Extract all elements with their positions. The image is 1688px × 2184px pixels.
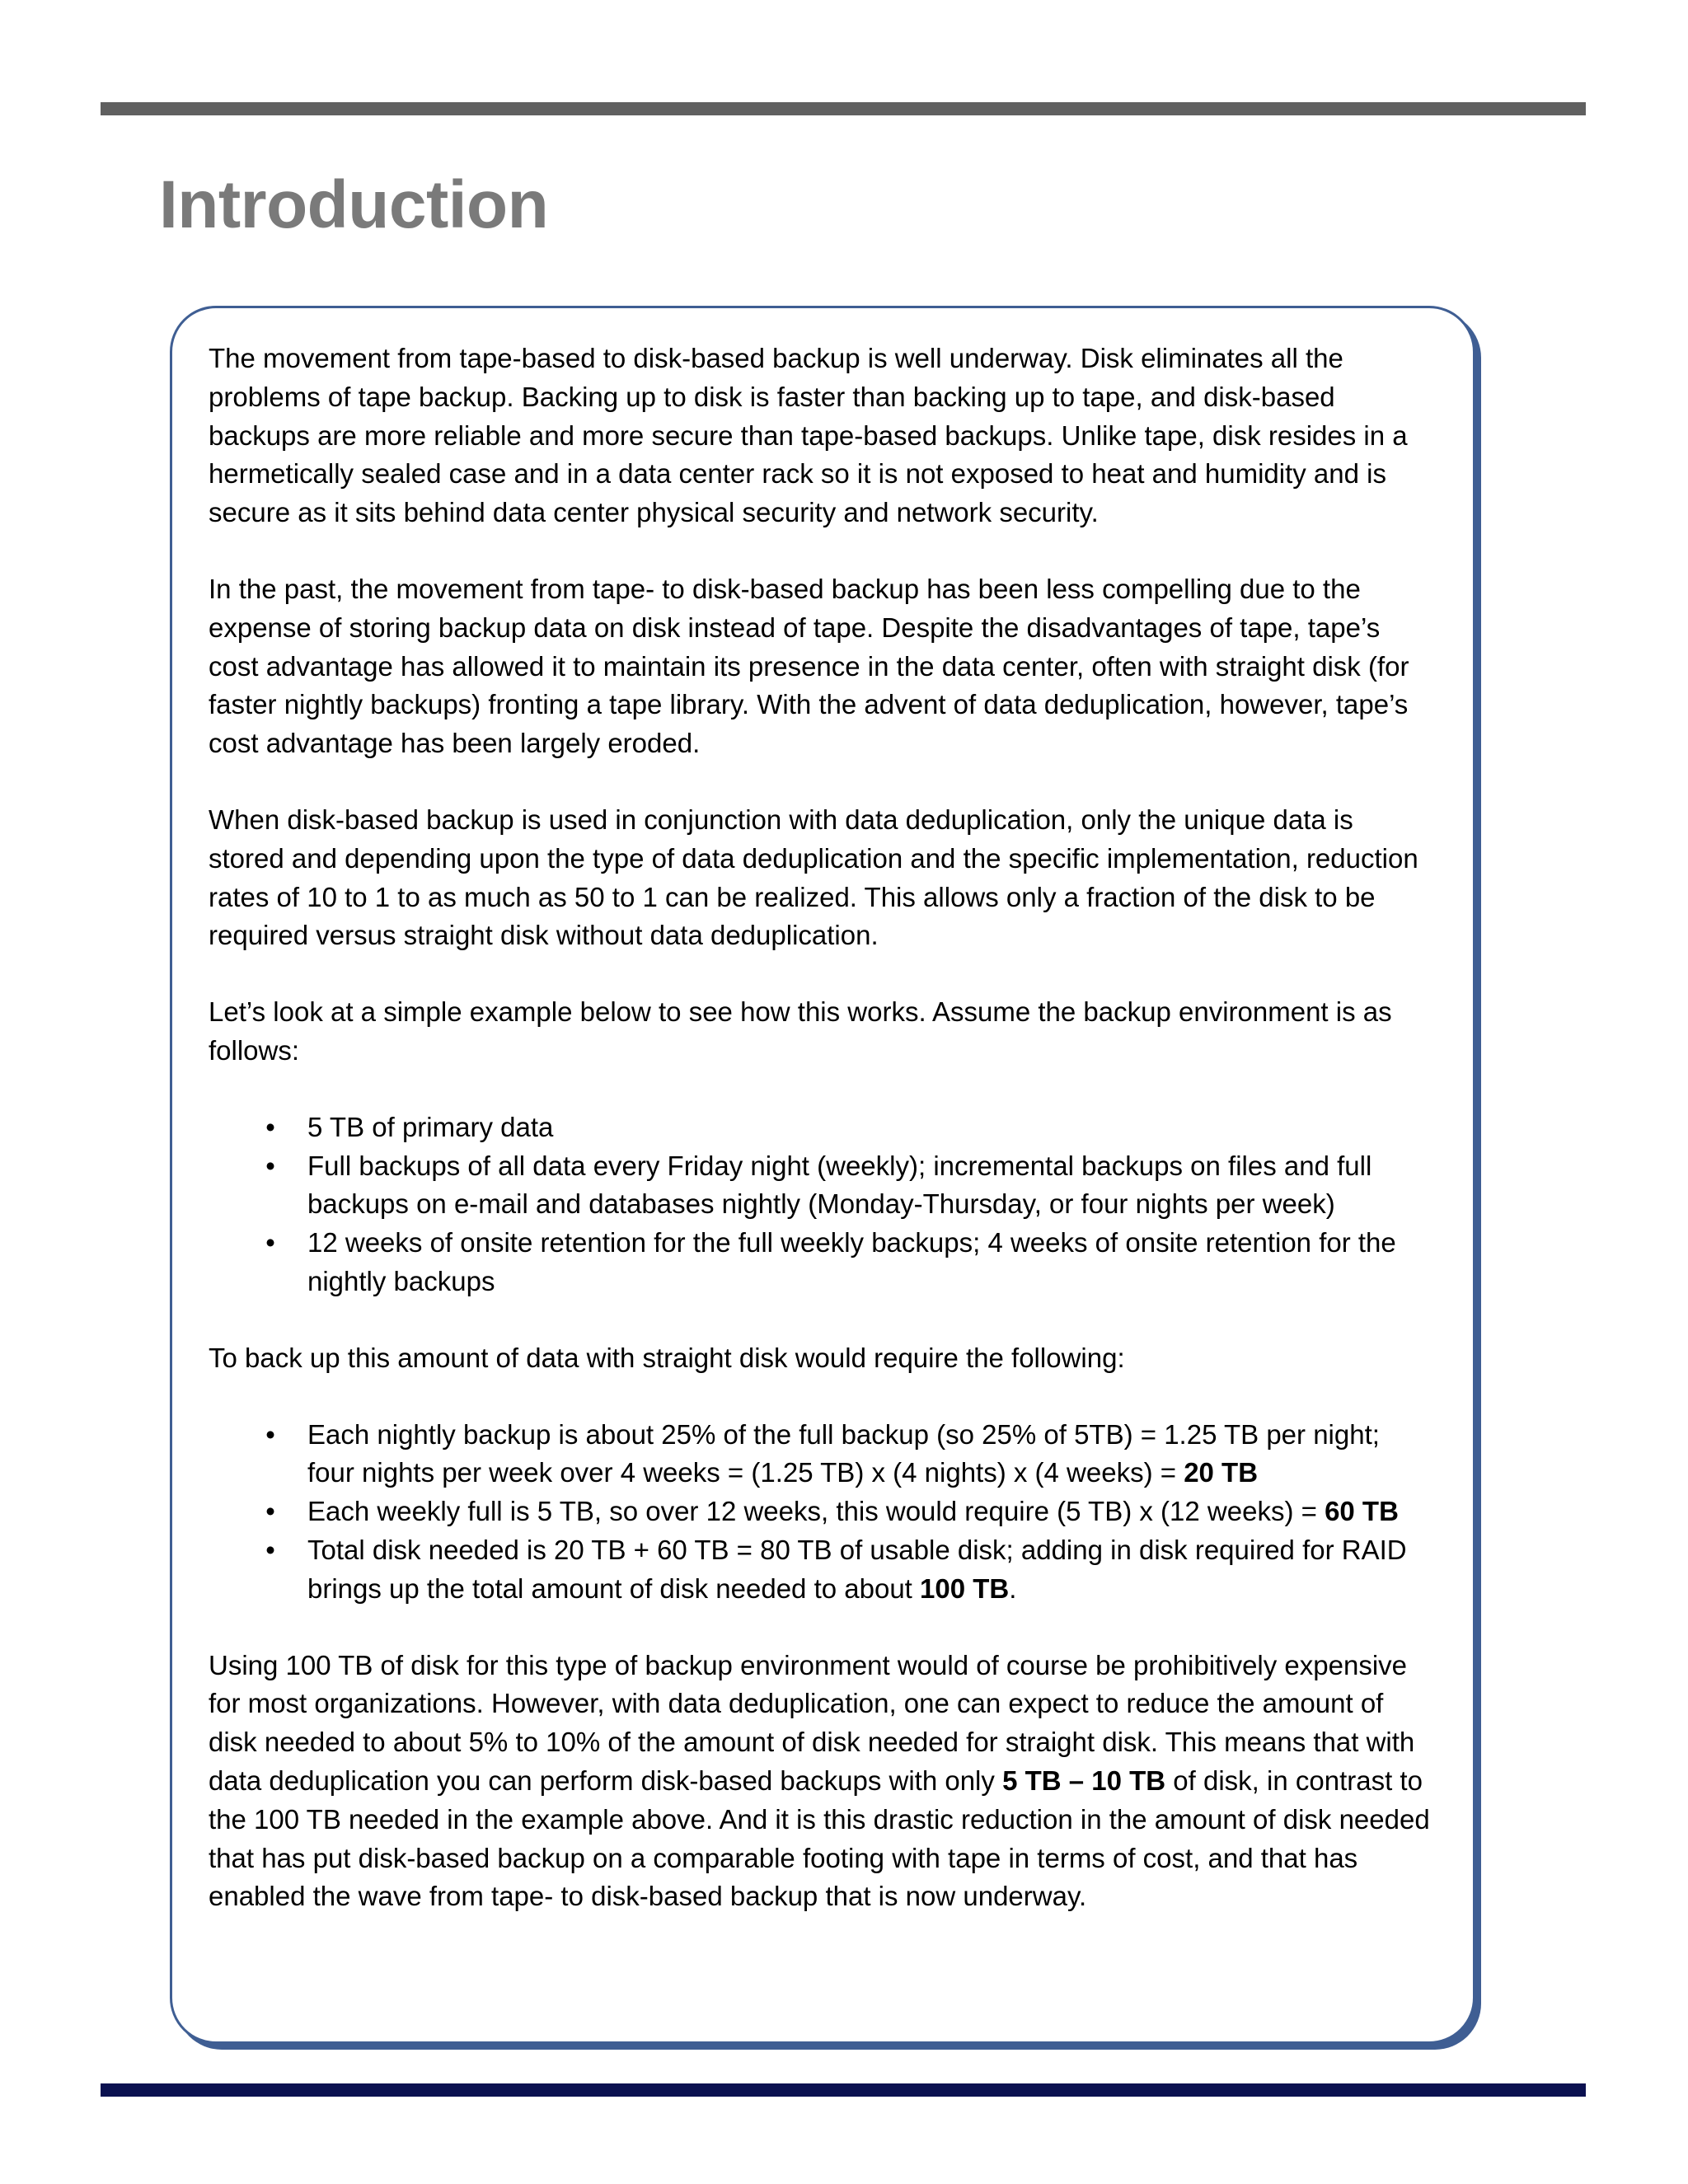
page-title: Introduction (159, 167, 549, 242)
bold-value: 100 TB (920, 1572, 1010, 1604)
requirements-list (209, 1416, 1433, 1609)
paragraph-example-intro: Let’s look at a simple example below to see how this works. Assume the backup environment is as follows: (209, 996, 1392, 1066)
list-item-text: Full backups of all data every Friday night (weekly); incremental backups on files and full backups on e-mail and databases nightly (Monday-Thursday, or four nights per week) (307, 1150, 1372, 1220)
environment-list (209, 1108, 1433, 1301)
bullet-icon: • (265, 1227, 275, 1258)
bullet-icon: • (265, 1150, 275, 1181)
list-item-text: 5 TB of primary data (307, 1111, 554, 1142)
paragraph-tape-vs-disk: The movement from tape-based to disk-based backup is well underway. Disk eliminates all the problems of tape backup. Backing up to disk is faster than backing up to tape, and disk-based backups are more reliable and more secure than tape-based backups. Unlike tape, disk resides in a hermetically sealed case and in a data center rack so it is not exposed to heat and humidity and is secure as it sits behind data center physical security and network security. (209, 343, 1408, 528)
list-item (209, 1493, 1433, 1531)
list-item-text: 12 weeks of onsite retention for the full weekly backups; 4 weeks of onsite retention for the nightly backups (307, 1227, 1396, 1296)
bullet-icon: • (265, 1534, 275, 1565)
content-box (170, 306, 1475, 2044)
list-item (209, 1147, 1433, 1225)
list-item-text: Total disk needed is 20 TB + 60 TB = 80 TB of usable disk; adding in disk required for RAID brings up the total amount of disk needed to about (307, 1534, 1407, 1604)
bottom-divider (101, 2083, 1586, 2097)
paragraph-conclusion (209, 1647, 1433, 1917)
list-item (209, 1531, 1433, 1609)
bullet-icon: • (265, 1418, 275, 1450)
top-divider (101, 102, 1586, 115)
bullet-icon: • (265, 1111, 275, 1142)
bold-value: 5 TB – 10 TB (1002, 1765, 1166, 1796)
conclusion-text: Using 100 TB of disk for this type of backup environment would of course be prohibitively expensive for most organizations. However, with data deduplication, one can expect to reduce the amount of disk needed to about 5% to 10% of the amount of disk needed for straight disk. This means that with data deduplication you can perform disk-based backups with only (209, 1649, 1415, 1796)
bold-value: 20 TB (1184, 1457, 1259, 1488)
paragraph-cost-history: In the past, the movement from tape- to disk-based backup has been less compelling due to the expense of storing backup data on disk instead of tape. Despite the disadvantages of tape, tape’s cost advantage has allowed it to maintain its presence in the data center, often with straight disk (for faster nightly backups) fronting a tape library. With the advent of data deduplication, however, tape’s cost advantage has been largely eroded. (209, 573, 1409, 759)
paragraph-straight-disk: To back up this amount of data with straight disk would require the following: (209, 1342, 1125, 1373)
list-item (209, 1224, 1433, 1301)
conclusion-tail: of disk, in contrast to the 100 TB needed in the example above. And it is this drastic reduction in the amount of disk needed that has put disk-based backup on a comparable footing with tape in terms of cost, and that has enabled the wave from tape- to disk-based backup that is now underway. (209, 1765, 1430, 1912)
bullet-icon: • (265, 1496, 275, 1527)
bold-value: 60 TB (1325, 1496, 1399, 1527)
list-item (209, 1108, 1433, 1147)
list-item-tail: . (1009, 1572, 1017, 1604)
list-item-text: Each nightly backup is about 25% of the full backup (so 25% of 5TB) = 1.25 TB per night; four nights per week over 4 weeks = (1.25 TB) x (4 nights) x (4 weeks) = (307, 1418, 1380, 1488)
paragraph-deduplication: When disk-based backup is used in conjunction with data deduplication, only the unique data is stored and depending upon the type of data deduplication and the specific implementation, reduction rates of 10 to 1 to as much as 50 to 1 can be realized. This allows only a fraction of the disk to be required versus straight disk without data deduplication. (209, 804, 1418, 951)
list-item-text: Each weekly full is 5 TB, so over 12 weeks, this would require (5 TB) x (12 weeks) = (307, 1496, 1325, 1527)
list-item (209, 1416, 1433, 1493)
